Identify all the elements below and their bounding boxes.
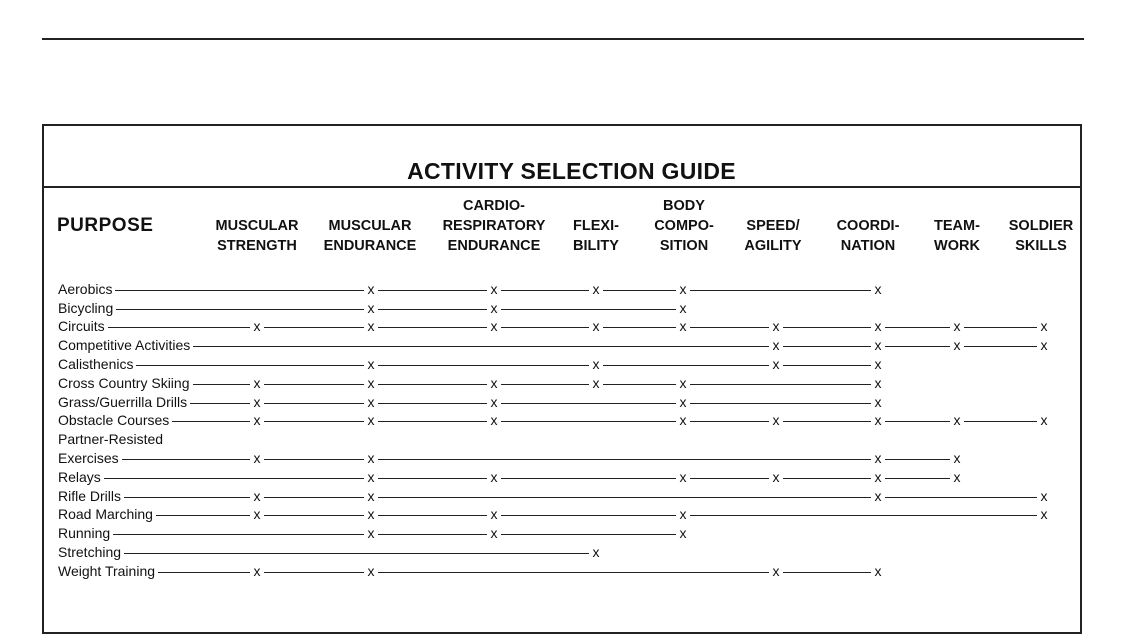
leader-line	[60, 365, 878, 366]
purpose-header: PURPOSE	[57, 215, 154, 236]
column-header-9-line2: SOLDIER	[1008, 218, 1074, 234]
x-mark: x	[769, 336, 783, 354]
x-mark: x	[250, 411, 264, 429]
x-mark: x	[871, 374, 885, 392]
guide-title: ACTIVITY SELECTION GUIDE	[407, 158, 736, 184]
x-mark: x	[487, 299, 501, 317]
x-mark: x	[769, 411, 783, 429]
x-mark: x	[589, 280, 603, 298]
x-mark: x	[589, 355, 603, 373]
x-mark: x	[364, 505, 378, 523]
x-mark: x	[364, 393, 378, 411]
row-label: Exercises	[58, 449, 122, 468]
leader-line	[60, 346, 1044, 347]
x-mark: x	[250, 317, 264, 335]
x-mark: x	[769, 468, 783, 486]
row-label: Aerobics	[58, 280, 115, 299]
leader-line	[60, 327, 1044, 328]
x-mark: x	[676, 374, 690, 392]
x-mark: x	[487, 280, 501, 298]
table-row	[0, 449, 1143, 468]
x-mark: x	[1037, 411, 1051, 429]
x-mark: x	[487, 505, 501, 523]
row-label: Circuits	[58, 317, 108, 336]
leader-line	[60, 478, 957, 479]
row-label: Obstacle Courses	[58, 411, 172, 430]
column-header-9	[971, 196, 1111, 256]
column-header-7-line3: NATION	[840, 238, 896, 254]
table-row	[0, 543, 1143, 562]
x-mark: x	[676, 524, 690, 542]
column-header-2-line3: ENDURANCE	[323, 238, 417, 254]
x-mark: x	[871, 336, 885, 354]
row-label: Road Marching	[58, 505, 156, 524]
x-mark: x	[487, 411, 501, 429]
x-mark: x	[950, 449, 964, 467]
table-row	[0, 411, 1143, 430]
x-mark: x	[364, 468, 378, 486]
table-row	[0, 336, 1143, 355]
x-mark: x	[487, 393, 501, 411]
top-rule	[42, 38, 1084, 40]
column-header-6-line2: SPEED/	[746, 218, 800, 234]
column-header-5-line2: COMPO-	[654, 218, 714, 234]
column-header-3-line1: CARDIO-	[462, 198, 526, 214]
x-mark: x	[950, 317, 964, 335]
x-mark: x	[676, 299, 690, 317]
x-mark: x	[589, 317, 603, 335]
x-mark: x	[676, 411, 690, 429]
x-mark: x	[871, 411, 885, 429]
x-mark: x	[250, 393, 264, 411]
x-mark: x	[1037, 487, 1051, 505]
leader-line	[60, 515, 1044, 516]
title-rule	[42, 186, 1082, 188]
row-label: Competitive Activities	[58, 336, 193, 355]
x-mark: x	[769, 317, 783, 335]
x-mark: x	[364, 411, 378, 429]
column-header-5-line1: BODY	[663, 198, 705, 214]
x-mark: x	[589, 374, 603, 392]
row-label: Bicycling	[58, 299, 116, 318]
x-mark: x	[364, 317, 378, 335]
table-row	[0, 355, 1143, 374]
x-mark: x	[250, 449, 264, 467]
x-mark: x	[364, 374, 378, 392]
column-header-6-line3: AGILITY	[744, 238, 802, 254]
x-mark: x	[250, 374, 264, 392]
column-header-8-line2: TEAM-	[934, 218, 980, 234]
table-row	[0, 280, 1143, 299]
column-header-4-line3: BILITY	[573, 238, 619, 254]
column-header-1-line3: STRENGTH	[217, 238, 297, 254]
x-mark: x	[364, 280, 378, 298]
leader-line	[60, 553, 596, 554]
x-mark: x	[589, 543, 603, 561]
x-mark: x	[769, 355, 783, 373]
x-mark: x	[871, 468, 885, 486]
x-mark: x	[676, 468, 690, 486]
row-label: Running	[58, 524, 113, 543]
x-mark: x	[676, 505, 690, 523]
row-label: Stretching	[58, 543, 124, 562]
column-header-9-line3: SKILLS	[1015, 238, 1067, 254]
x-mark: x	[487, 468, 501, 486]
row-label: Grass/Guerrilla Drills	[58, 393, 190, 412]
x-mark: x	[1037, 336, 1051, 354]
x-mark: x	[950, 468, 964, 486]
x-mark: x	[487, 374, 501, 392]
leader-line	[60, 290, 878, 291]
x-mark: x	[769, 562, 783, 580]
x-mark: x	[871, 355, 885, 373]
x-mark: x	[871, 487, 885, 505]
leader-line	[60, 497, 1044, 498]
table-row	[0, 468, 1143, 487]
x-mark: x	[487, 524, 501, 542]
x-mark: x	[1037, 505, 1051, 523]
table-row	[0, 487, 1143, 506]
x-mark: x	[250, 505, 264, 523]
table-row	[0, 524, 1143, 543]
column-header-3-line2: RESPIRATORY	[442, 218, 546, 234]
x-mark: x	[871, 449, 885, 467]
x-mark: x	[364, 562, 378, 580]
x-mark: x	[676, 393, 690, 411]
x-mark: x	[487, 317, 501, 335]
leader-line	[60, 572, 878, 573]
row-label: Cross Country Skiing	[58, 374, 193, 393]
row-label-prefix: Partner-Resisted	[58, 431, 164, 447]
table-row	[0, 505, 1143, 524]
column-header-2-line2: MUSCULAR	[328, 218, 412, 234]
leader-line	[60, 421, 1044, 422]
table-row	[0, 299, 1143, 318]
row-label: Weight Training	[58, 562, 158, 581]
x-mark: x	[871, 317, 885, 335]
x-mark: x	[1037, 317, 1051, 335]
table-row	[0, 562, 1143, 581]
column-header-7-line2: COORDI-	[836, 218, 900, 234]
x-mark: x	[676, 317, 690, 335]
x-mark: x	[364, 487, 378, 505]
row-label: Rifle Drills	[58, 487, 124, 506]
x-mark: x	[250, 487, 264, 505]
column-header-1-line2: MUSCULAR	[215, 218, 299, 234]
x-mark: x	[676, 280, 690, 298]
x-mark: x	[364, 355, 378, 373]
column-header-2-line1	[300, 196, 440, 216]
column-header-2	[300, 196, 440, 256]
x-mark: x	[364, 449, 378, 467]
x-mark: x	[950, 411, 964, 429]
x-mark: x	[871, 280, 885, 298]
column-header-4-line2: FLEXI-	[573, 218, 619, 234]
table-row	[0, 317, 1143, 336]
x-mark: x	[250, 562, 264, 580]
x-mark: x	[364, 524, 378, 542]
x-mark: x	[364, 299, 378, 317]
column-header-9-line1	[971, 196, 1111, 216]
leader-line	[60, 459, 957, 460]
column-header-5-line3: SITION	[659, 238, 709, 254]
x-mark: x	[871, 562, 885, 580]
column-header-8-line3: WORK	[934, 238, 980, 254]
row-label: Relays	[58, 468, 104, 487]
table-row	[0, 393, 1143, 412]
x-mark: x	[950, 336, 964, 354]
table-row	[0, 374, 1143, 393]
column-header-3-line3: ENDURANCE	[447, 238, 541, 254]
x-mark: x	[871, 393, 885, 411]
row-label: Calisthenics	[58, 355, 136, 374]
